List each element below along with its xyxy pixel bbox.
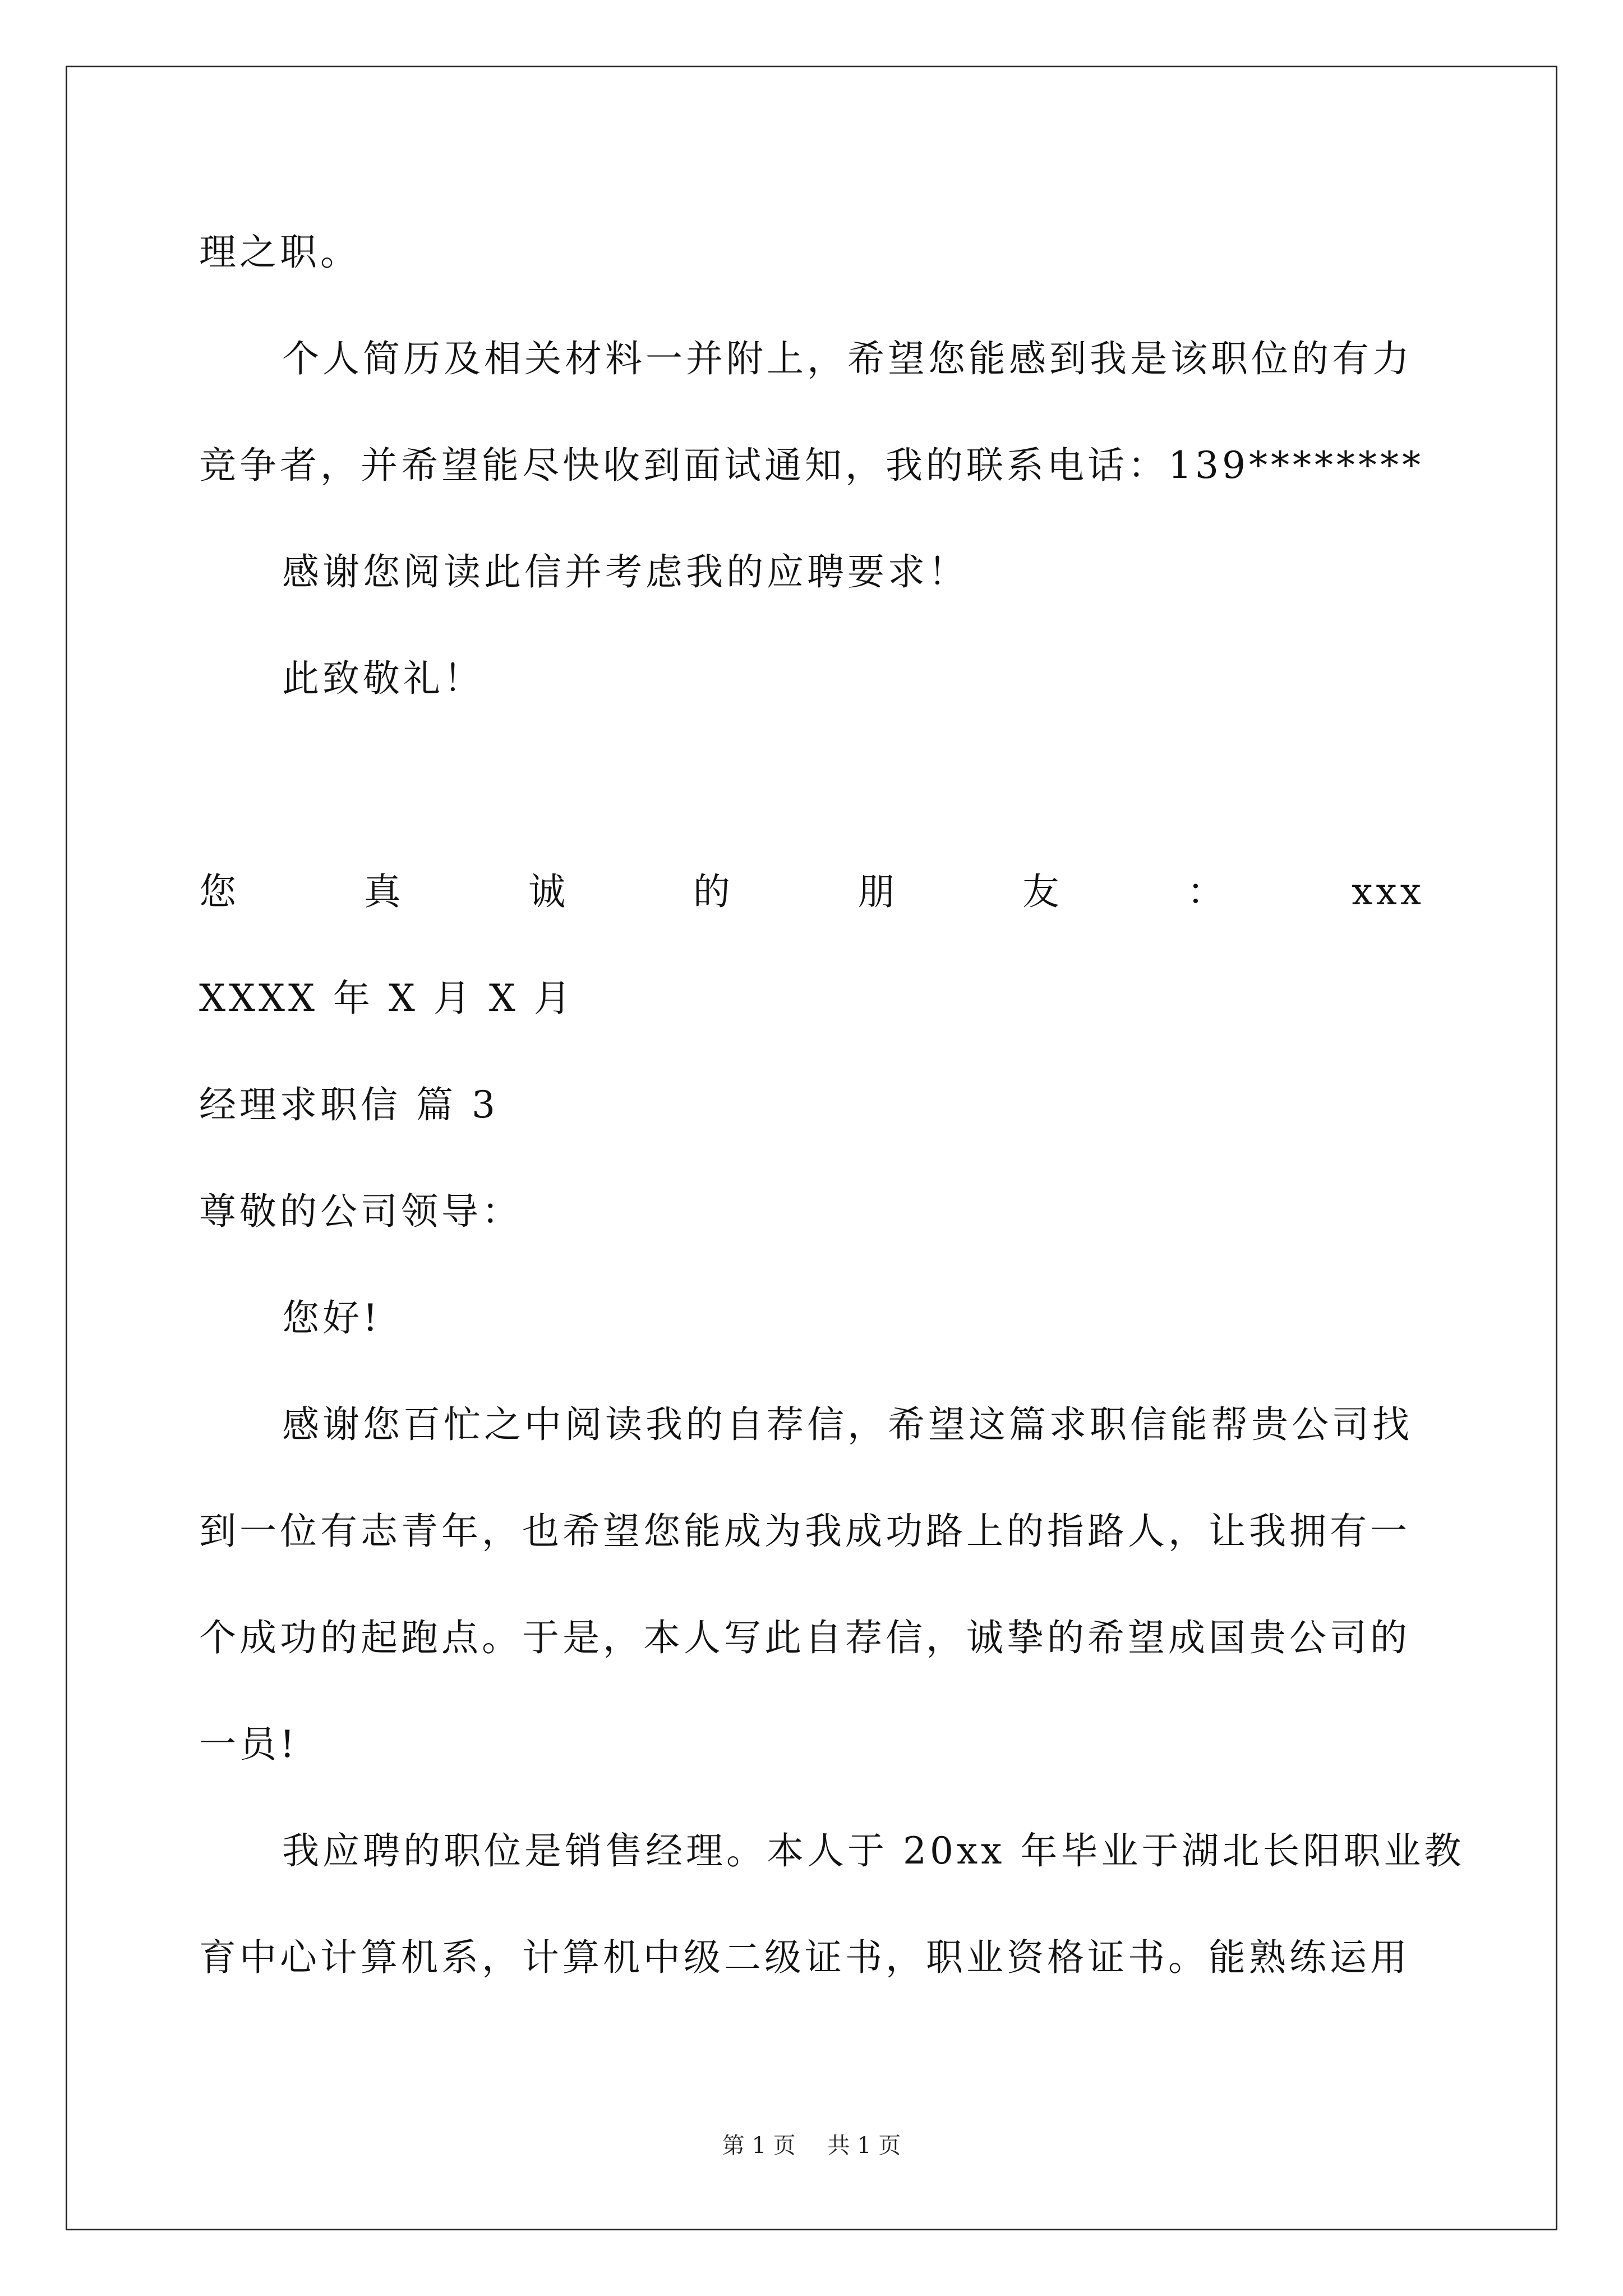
- text-line: 个成功的起跑点。于是，本人写此自荐信，诚挚的希望成国贵公司的: [199, 1616, 1410, 1659]
- text-line: 到一位有志青年，也希望您能成为我成功路上的指路人，让我拥有一: [199, 1510, 1410, 1553]
- text-line: 您好!: [282, 1296, 381, 1340]
- text-line: 一员!: [199, 1723, 298, 1766]
- signature-char: 您: [199, 870, 239, 913]
- closing-salutation: 此致敬礼！: [282, 657, 484, 700]
- page-total: 共 1 页: [827, 2133, 901, 2159]
- text-line: 感谢您阅读此信并考虑我的应聘要求！: [282, 550, 969, 593]
- page-number: 第 1 页: [722, 2133, 796, 2159]
- text-line: 理之职。: [199, 231, 361, 274]
- signature-char: ：: [1187, 870, 1228, 913]
- text-line: 个人简历及相关材料一并附上，希望您能感到我是该职位的有力: [282, 337, 1413, 380]
- greeting: 尊敬的公司领导：: [199, 1190, 522, 1233]
- signature-char: 诚: [528, 870, 569, 913]
- signature-char: 的: [693, 870, 734, 913]
- text-line: 我应聘的职位是销售经理。本人于 20xx 年毕业于湖北长阳职业教: [282, 1829, 1465, 1872]
- text-line: 育中心计算机系，计算机中级二级证书，职业资格证书。能熟练运用: [199, 1936, 1410, 1979]
- page-footer: [0, 2129, 1623, 2162]
- signature-line: [199, 839, 1424, 945]
- signature-char: 友: [1022, 870, 1063, 913]
- section-heading: 经理求职信 篇 3: [199, 1083, 499, 1126]
- signature-char: 真: [363, 870, 404, 913]
- date-line: XXXX 年 X 月 X 月: [199, 977, 574, 1020]
- signature-char: 朋: [857, 870, 898, 913]
- signature-char: xxx: [1352, 870, 1424, 913]
- text-line: 感谢您百忙之中阅读我的自荐信，希望这篇求职信能帮贵公司找: [282, 1403, 1413, 1446]
- text-line: 竞争者，并希望能尽快收到面试通知，我的联系电话：139********: [199, 444, 1424, 487]
